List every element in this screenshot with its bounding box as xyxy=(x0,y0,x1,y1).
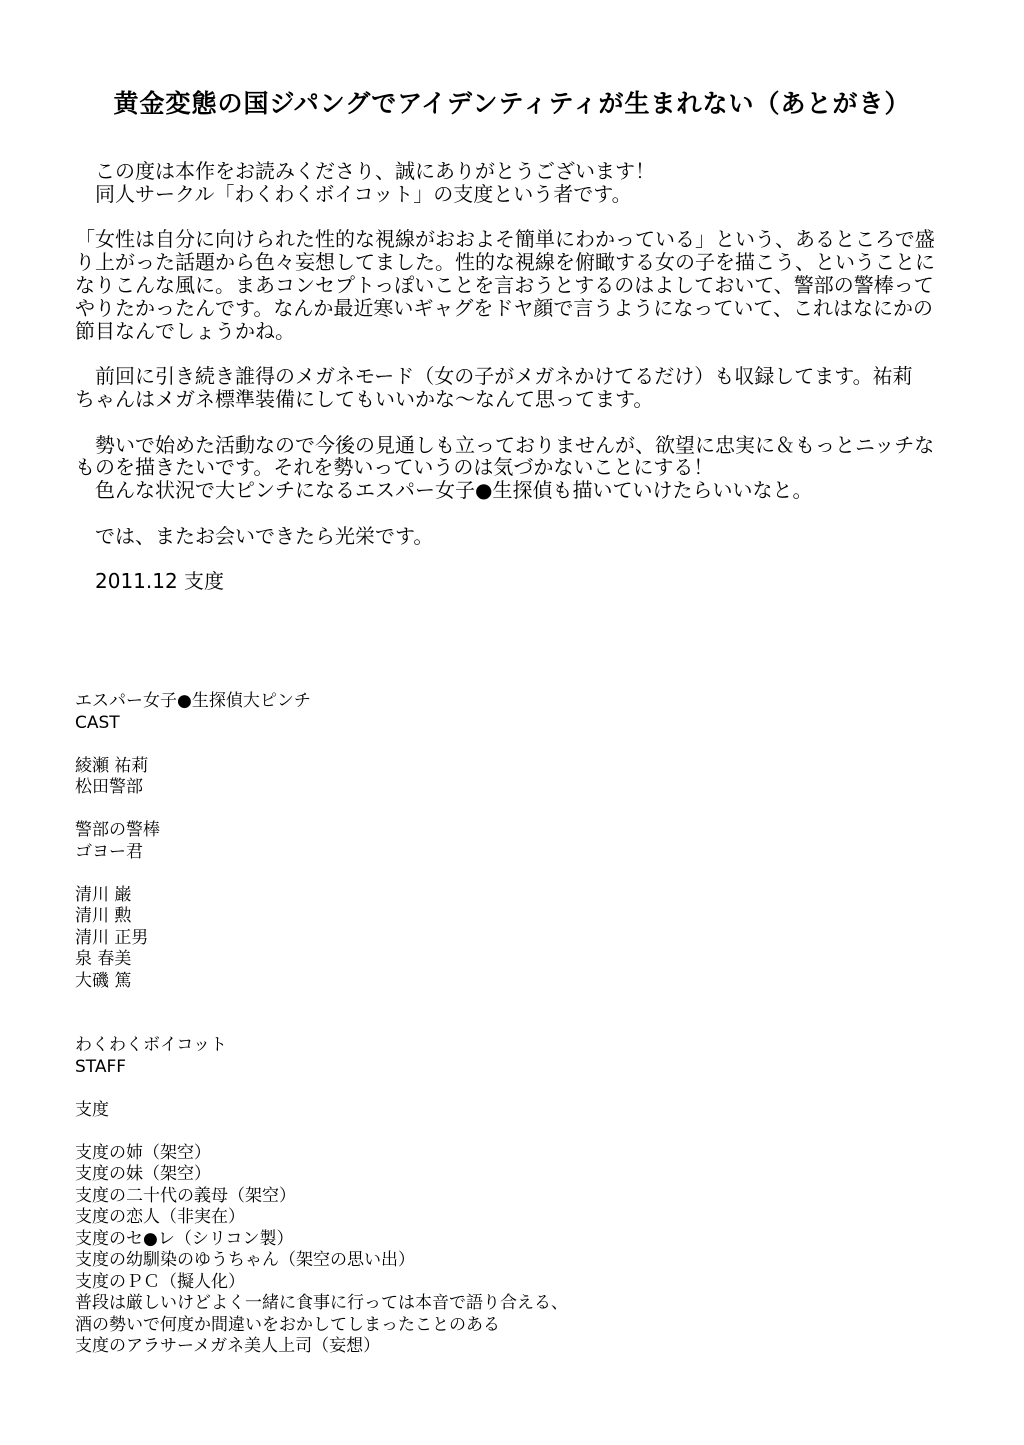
text-line: 酒の勢いで何度か間違いをおかしてしまったことのある xyxy=(75,1314,500,1335)
text-line: 勢いで始めた活動なので今後の見通しも立っておりませんが、欲望に忠実に＆もっとニッチな xyxy=(75,432,935,457)
text-line: 支度 xyxy=(75,1099,109,1120)
text-line: 綾瀬 祐莉 xyxy=(75,755,149,776)
text-line: り上がった話題から色々妄想してました。性的な視線を俯瞰する女の子を描こう、ということに xyxy=(75,250,935,275)
text-line: 支度の妹（架空） xyxy=(75,1164,211,1184)
afterword-body xyxy=(75,160,955,616)
text-line: 泉 春美 xyxy=(75,949,132,969)
credit-group xyxy=(75,1100,568,1122)
page-title: 黄金変態の国ジパングでアイデンティティが生まれない（あとがき） xyxy=(113,89,911,118)
credit-group xyxy=(75,691,568,734)
credits xyxy=(75,691,568,1379)
text-line: 支度の二十代の義母（架空） xyxy=(75,1185,296,1206)
text-line: 支度の姉（架空） xyxy=(75,1142,211,1163)
text-line: やりたかったんです。なんか最近寒いギャグをドヤ顔で言うようになっていて、これはなにかの xyxy=(75,295,933,320)
text-line: 2011.12 支度 xyxy=(75,569,225,594)
text-line: 普段は厳しいけどよく一緒に食事に行っては本音で語り合える、 xyxy=(75,1293,568,1313)
text-line: 支度のセ●レ（シリコン製） xyxy=(75,1228,294,1249)
text-line: ものを描きたいです。それを勢いっていうのは気づかないことにする！ xyxy=(75,455,714,480)
text-line: 「女性は自分に向けられた性的な視線がおおよそ簡単にわかっている」という、あるところで盛 xyxy=(75,227,935,252)
text-line: 清川 勲 xyxy=(75,906,132,926)
credit-group xyxy=(75,1035,568,1078)
text-line: 大磯 篤 xyxy=(75,970,132,991)
text-line: 前回に引き続き誰得のメガネモード（女の子がメガネかけてるだけ）も収録してます。祐莉 xyxy=(75,364,913,389)
paragraph xyxy=(75,570,955,593)
text-line: 支度のアラサーメガネ美人上司（妄想） xyxy=(75,1336,381,1356)
text-line: なりこんな風に。まあコンセプトっぽいことを言おうとするのはよしておいて、警部の警棒って xyxy=(75,272,934,297)
credit-group xyxy=(75,885,568,993)
text-line: 支度の幼馴染のゆうちゃん（架空の思い出） xyxy=(75,1250,415,1270)
paragraph xyxy=(75,525,955,548)
credit-group xyxy=(75,820,568,863)
text-line: では、またお会いできたら光栄です。 xyxy=(75,523,434,548)
text-line: STAFF xyxy=(75,1056,127,1077)
paragraph xyxy=(75,160,955,206)
paragraph xyxy=(75,228,955,342)
text-line: 同人サークル「わくわくボイコット」の支度という者です。 xyxy=(75,181,632,206)
text-line: CAST xyxy=(75,712,120,733)
text-line: 清川 巌 xyxy=(75,884,132,905)
text-line: 節目なんでしょうかね。 xyxy=(75,318,295,343)
credit-group xyxy=(75,756,568,799)
text-line: わくわくボイコット xyxy=(75,1035,227,1055)
text-line: 松田警部 xyxy=(75,777,143,797)
text-line: 支度のＰＣ（擬人化） xyxy=(75,1271,245,1292)
text-line: エスパー女子●生探偵大ピンチ xyxy=(75,691,311,711)
text-line: ゴヨー君 xyxy=(75,841,143,862)
text-line: ちゃんはメガネ標準装備にしてもいいかな～なんて思ってます。 xyxy=(75,386,654,411)
credit-group xyxy=(75,1143,568,1358)
paragraph xyxy=(75,365,955,411)
text-line: 支度の恋人（非実在） xyxy=(75,1207,245,1227)
text-line: 清川 正男 xyxy=(75,927,149,948)
paragraph xyxy=(75,434,955,502)
text-line: この度は本作をお読みくださり、誠にありがとうございます！ xyxy=(75,159,655,183)
text-line: 色んな状況で大ピンチになるエスパー女子●生探偵も描いていけたらいいなと。 xyxy=(75,478,813,503)
text-line: 警部の警棒 xyxy=(75,820,160,840)
